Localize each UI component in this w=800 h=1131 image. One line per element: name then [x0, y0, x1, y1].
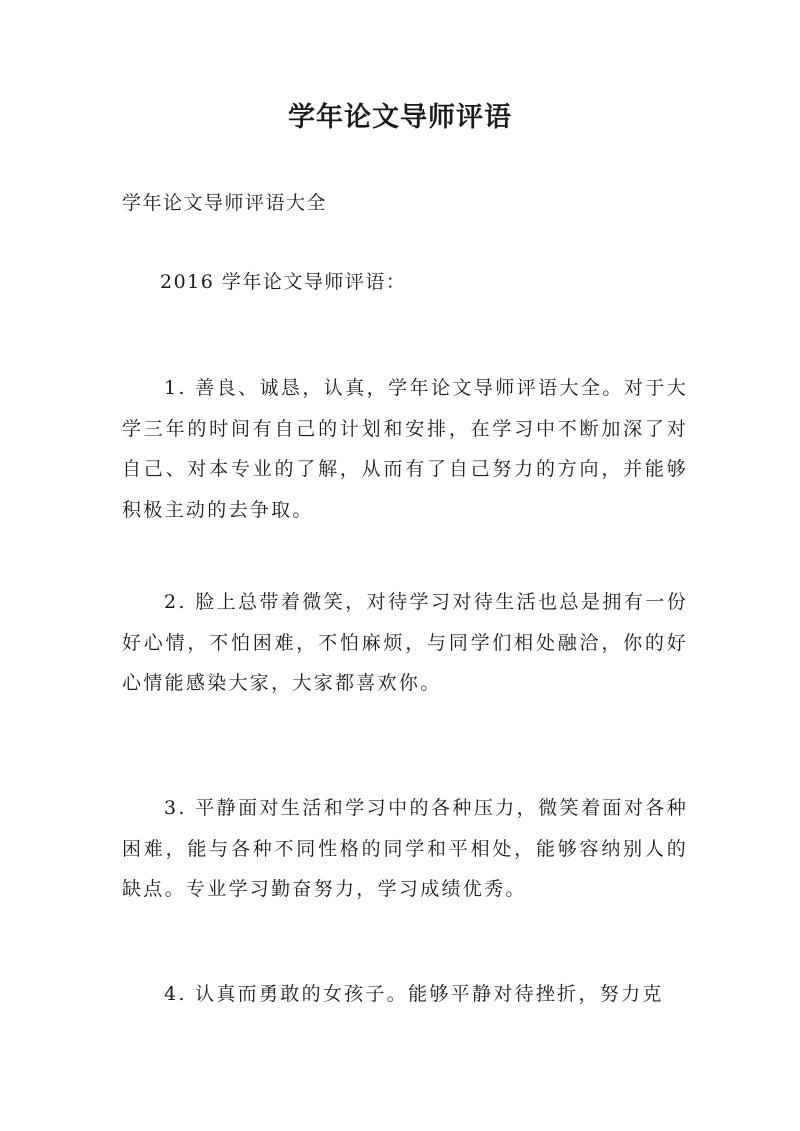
intro-line: 2016 学年论文导师评语： — [160, 271, 407, 293]
page-title: 学年论文导师评语 — [288, 102, 512, 133]
document-subtitle: 学年论文导师评语大全 — [122, 192, 328, 214]
comment-paragraph-2: 2. 脸上总带着微笑，对待学习对待生活也总是拥有一份好心情，不怕困难，不怕麻烦，与同学们相处融洽，你的好心情能感染大家，大家都喜欢你。 — [122, 591, 688, 695]
comment-paragraph-3: 3. 平静面对生活和学习中的各种压力，微笑着面对各种困难，能与各种不同性格的同学和平相处，能够容纳别人的缺点。专业学习勤奋努力，学习成绩优秀。 — [122, 797, 688, 901]
comment-paragraph-1: 1. 善良、诚恳，认真，学年论文导师评语大全。对于大学三年的时间有自己的计划和安排，在学习中不断加深了对自己、对本专业的了解，从而有了自己努力的方向，并能够积极主动的去争取。 — [122, 377, 688, 522]
comment-paragraph-4: 4. 认真而勇敢的女孩子。能够平静对待挫折，努力克 — [164, 983, 664, 1005]
